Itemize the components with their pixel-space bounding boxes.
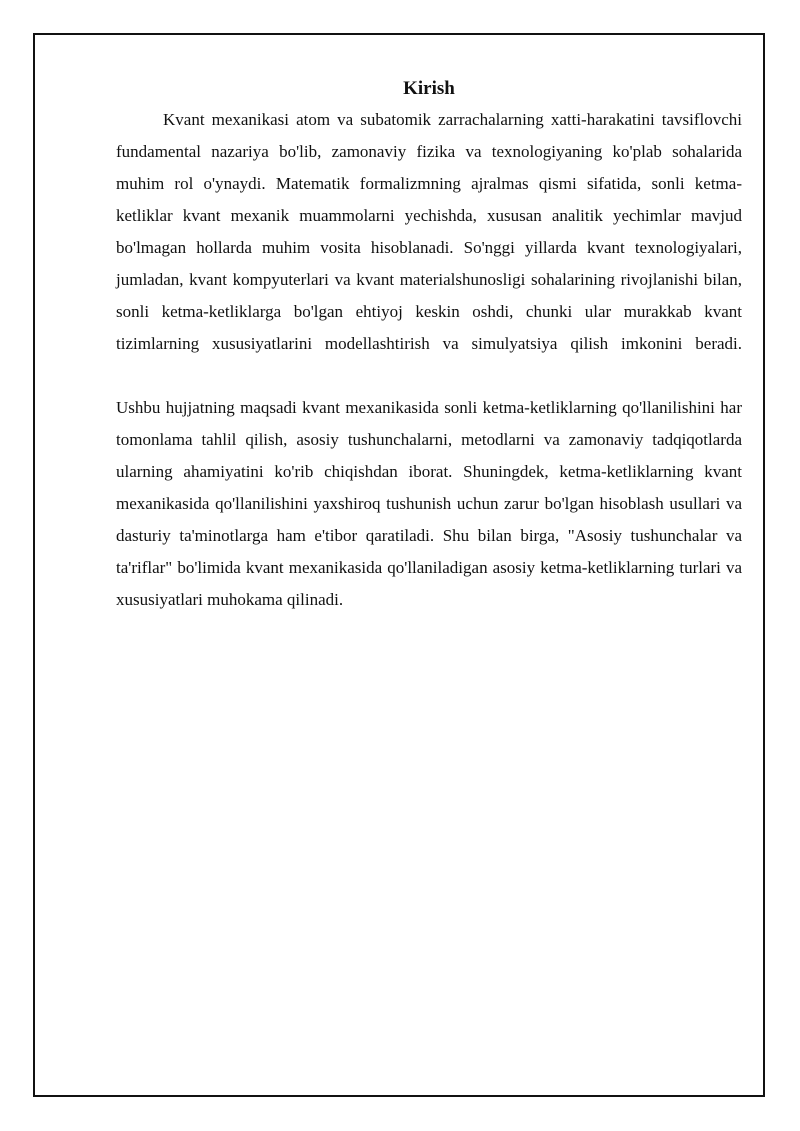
page-title: Kirish <box>403 78 455 99</box>
paragraph-intro: Kvant mexanikasi atom va subatomik zarrachalarning xatti-harakatini tavsiflovchi fundamental nazariya bo'lib, zamonaviy fizika va texnologiyaning ko'plab sohalarida muhim rol o'ynaydi. Matematik formalizmning ajralmas qismi sifatida, sonli ketma-ketliklar kvant mexanik muammolarni yechishda, xususan analitik yechimlar mavjud bo'lmagan hollarda muhim vosita hisoblanadi. So'nggi yillarda kvant texnologiyalari, jumladan, kvant kompyuterlari va kvant materialshunosligi sohalarining rivojlanishi bilan, sonli ketma-ketliklarga bo'lgan ehtiyoj keskin oshdi, chunki ular murakkab kvant tizimlarning xususiyatlarini modellashtirish va simulyatsiya qilish imkonini beradi. <box>116 110 742 353</box>
document-body <box>116 74 742 616</box>
paragraph-purpose: Ushbu hujjatning maqsadi kvant mexanikasida sonli ketma-ketliklarning qo'llanilishini har tomonlama tahlil qilish, asosiy tushunchalarni, metodlarni va zamonaviy tadqiqotlarda ularning ahamiyatini ko'rib chiqishdan iborat. Shuningdek, ketma-ketliklarning kvant mexanikasida qo'llanilishini yaxshiroq tushunish uchun zarur bo'lgan hisoblash usullari va dasturiy ta'minotlarga ham e'tibor qaratiladi. Shu bilan birga, "Asosiy tushunchalar va ta'riflar" bo'limida kvant mexanikasida qo'llaniladigan asosiy ketma-ketliklarning turlari va xususiyatlari muhokama qilinadi. <box>116 398 742 609</box>
